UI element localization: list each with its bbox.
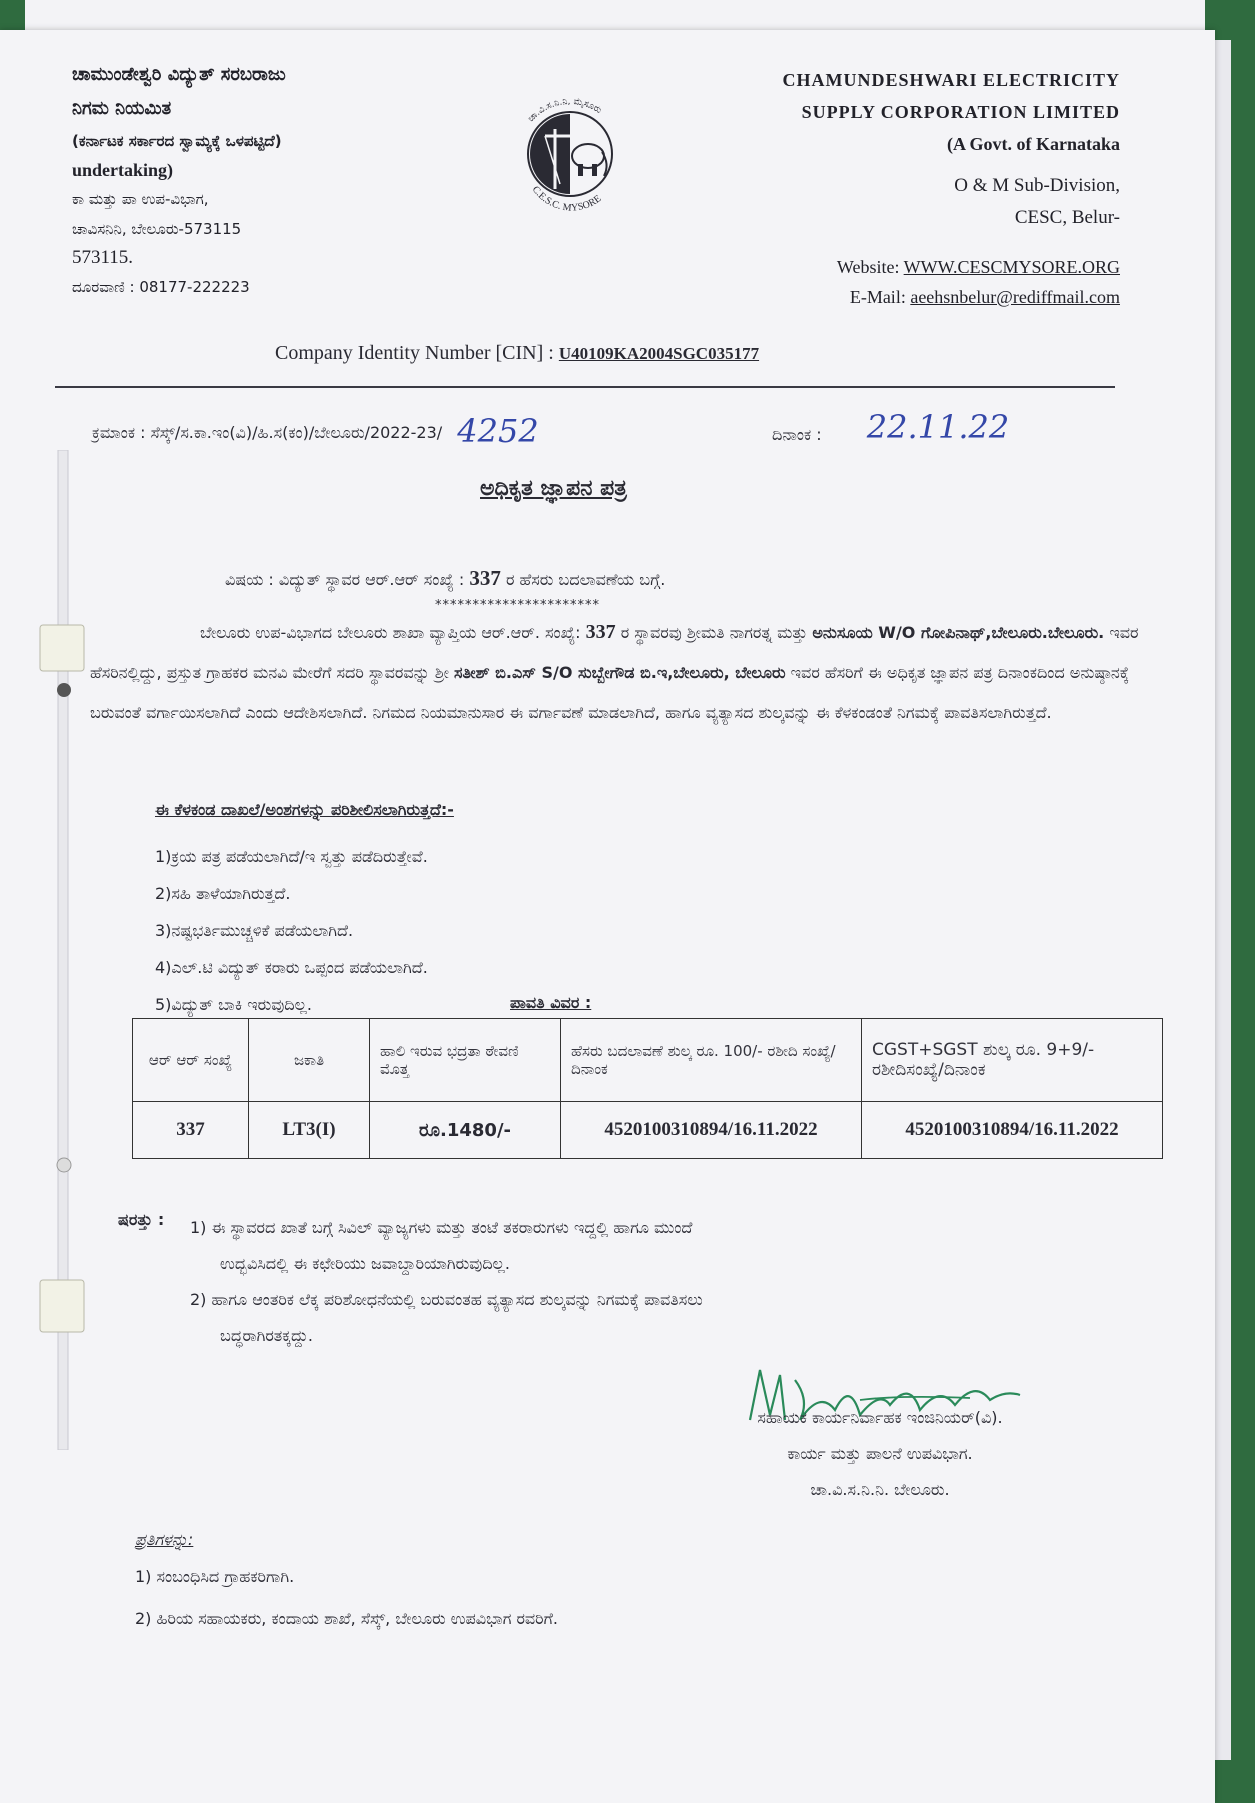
document-title: ಅಧಿಕೃತ ಜ್ಞಾಪನ ಪತ್ರ [480,476,627,501]
subject-rr-number: 337 [469,566,501,590]
website-link[interactable]: WWW.CESCMYSORE.ORG [903,257,1120,277]
copies-heading: ಪ್ರತಿಗಳನ್ನು: [135,1530,194,1549]
address-kannada: ಚಾವಿಸನಿನಿ, ಬೇಲೂರು-573115 [72,220,242,238]
document-item: 3)ನಷ್ಟಭರ್ತಿಮುಚ್ಚಳಿಕೆ ಪಡೆಯಲಾಗಿದೆ. [155,921,354,940]
copy-item: 1) ಸಂಬಂಧಿಸಿದ ಗ್ರಾಹಕರಿಗಾಗಿ. [135,1567,295,1586]
old-owner-name: ಅನುಸೂಯ W/O ಗೋಪಿನಾಥ್,ಬೇಲೂರು.ಬೇಲೂರು. [812,623,1105,642]
logo-top-text: ಚಾ.ವಿ.ಸ.ನಿ.ನಿ, ಮೈಸೂರು [526,96,604,125]
copies-list [135,1556,558,1640]
org-name-kannada-2: ನಿಗಮ ನಿಯಮಿತ [72,98,172,119]
cell-tariff: LT3(I) [249,1102,370,1159]
date-line [772,408,1010,448]
header-gst-fee: CGST+SGST ಶುಲ್ಕ ರೂ. 9+9/- ರಶೀದಿಸಂಖ್ಯೆ/ದಿನಾಂಕ [862,1019,1163,1102]
condition-1a: 1) ಈ ಸ್ಥಾವರದ ಖಾತೆ ಬಗ್ಗೆ ಸಿವಿಲ್ ವ್ಯಾಜ್ಯಗಳು ಮತ್ತು ತಂಟೆ ತಕರಾರುಗಳು ಇದ್ದಲ್ಲಿ ಹಾಗೂ ಮುಂದೆ [190,1218,693,1237]
documents-heading: ಈ ಕೆಳಕಂಡ ದಾಖಲೆ/ಅಂಶಗಳನ್ನು ಪರಿಶೀಲಿಸಲಾಗಿರುತ್ತದೆ:- [155,800,454,819]
condition-2a: 2) ಹಾಗೂ ಆಂತರಿಕ ಲೆಕ್ಕ ಪರಿಶೋಧನೆಯಲ್ಲಿ ಬರುವಂತಹ ವ್ಯತ್ಯಾಸದ ಶುಲ್ಕವನ್ನು ನಿಗಮಕ್ಕೆ ಪಾವತಿಸಲು [190,1290,703,1309]
handwritten-date: 22.11.22 [866,408,1010,446]
cell-rr-no: 337 [133,1102,249,1159]
header-tariff: ಜಕಾತಿ [249,1019,370,1102]
documents-list [155,838,428,1023]
document-item: 2)ಸಹಿ ತಾಳೆಯಾಗಿರುತ್ತದೆ. [155,884,291,903]
govt-undertaking-kannada: (ಕರ್ನಾಟಕ ಸರ್ಕಾರದ ಸ್ವಾಮ್ಯಕ್ಕೆ ಒಳಪಟ್ಟಿದೆ) [72,132,282,150]
elephant-pylon-emblem-icon [500,84,640,224]
govt-of-karnataka: (A Govt. of Karnataka [947,134,1120,154]
body-text-1: ಬೇಲೂರು ಉಪ-ವಿಭಾಗದ ಬೇಲೂರು ಶಾಖಾ ವ್ಯಾಪ್ತಿಯ ಆರ್.ಆರ್. ಸಂಖ್ಯೆ: [200,623,586,642]
conditions-list [190,1210,1010,1354]
copy-item: 2) ಹಿರಿಯ ಸಹಾಯಕರು, ಕಂದಾಯ ಶಾಖೆ, ಸೆಸ್ಕ್, ಬೇಲೂರು ಉಪವಿಭಾಗ ರವರಿಗೆ. [135,1609,559,1628]
file-binder-clip [38,450,86,1450]
website-line [700,252,1120,282]
cell-name-change-receipt: 4520100310894/16.11.2022 [561,1102,862,1159]
company-name-line1: CHAMUNDESHWARI ELECTRICITY [782,70,1120,90]
body-paragraph [90,612,1140,733]
condition-2b: ಬದ್ಧರಾಗಿರತಕ್ಕದ್ದು. [220,1326,313,1345]
document-item: 4)ಎಲ್.ಟಿ ವಿದ್ಯುತ್ ಕರಾರು ಒಪ್ಪಂದ ಪಡೆಯಲಾಗಿದೆ. [155,958,428,977]
document-item: 1)ಕ್ರಯ ಪತ್ರ ಪಡೆಯಲಾಗಿದೆ/ಇ ಸ್ವತ್ತು ಪಡೆದಿರುತ್ತೇವೆ. [155,847,428,866]
cin-line [275,342,759,365]
subdivision: O & M Sub-Division, [954,175,1120,196]
logo-bottom-text: C.E.S.C. MYSORE [529,184,604,214]
condition-1b: ಉದ್ಭವಿಸಿದಲ್ಲಿ ಈ ಕಛೇರಿಯು ಜವಾಬ್ದಾರಿಯಾಗಿರುವುದಿಲ್ಲ. [220,1254,510,1273]
pincode: 573115. [72,247,134,268]
date-label: ದಿನಾಂಕ : [772,425,822,444]
undertaking-text: undertaking) [72,160,174,180]
company-name-line2: SUPPLY CORPORATION LIMITED [801,102,1120,122]
handwritten-reference-no: 4252 [457,412,539,450]
phone-number: ದೂರವಾಣಿ : 08177-222223 [72,278,250,296]
payment-heading: ಪಾವತಿ ವಿವರ : [510,993,592,1012]
cin-number: U40109KA2004SGC035177 [558,344,760,363]
signatory-block [700,1400,1060,1508]
signatory-title: ಸಹಾಯಕ ಕಾರ್ಯನಿರ್ವಾಹಕ ಇಂಜಿನಿಯರ್(ವಿ). [757,1408,1003,1427]
cell-deposit: ರೂ.1480/- [370,1102,561,1159]
reference-label: ಕ್ರಮಾಂಕ : ಸೆಸ್ಕ್/ಸ.ಕಾ.ಇಂ(ವಿ)/ಹಿ.ಸ(ಕಂ)/ಬೇಲೂರು/2022-23/ [92,423,443,442]
place: CESC, Belur- [1014,207,1120,228]
header-name-change-fee: ಹೆಸರು ಬದಲಾವಣೆ ಶುಲ್ಕ ರೂ. 100/- ರಶೀದಿ ಸಂಖ್ಯೆ/ದಿನಾಂಕ [561,1019,862,1102]
header-divider [55,386,1115,388]
subdivision-kannada: ಕಾ ಮತ್ತು ಪಾ ಉಪ-ವಿಭಾಗ, [72,190,209,208]
payment-table [132,1018,1163,1159]
signatory-office: ಕಾರ್ಯ ಮತ್ತು ಪಾಲನೆ ಉಪವಿಭಾಗ. [787,1444,973,1463]
subject-prefix: ವಿಷಯ : ವಿದ್ಯುತ್ ಸ್ಥಾವರ ಆರ್.ಆರ್ ಸಂಖ್ಯೆ : [225,570,470,589]
conditions-label: ಷರತ್ತು : [118,1210,165,1229]
website-label: Website: [836,257,904,277]
new-owner-name: ಸತೀಶ್ ಬಿ.ಎಸ್ S/O ಸುಬ್ಬೇಗೌಡ ಬಿ.ಇ,ಬೇಲೂರು, ಬೇಲೂರು [454,663,786,682]
email-label: E-Mail: [849,287,911,307]
header-right [700,64,1120,312]
header-deposit: ಹಾಲಿ ಇರುವ ಭದ್ರತಾ ಠೇವಣಿ ಮೊತ್ತ [370,1019,561,1102]
document-item: 5)ವಿದ್ಯುತ್ ಬಾಕಿ ಇರುವುದಿಲ್ಲ. [155,995,312,1014]
cin-label: Company Identity Number [CIN] : [275,342,559,364]
subject-line [225,566,665,591]
org-name-kannada: ಚಾಮುಂಡೇಶ್ವರಿ ವಿದ್ಯುತ್ ಸರಬರಾಜು [72,64,286,85]
letter-page [0,30,1215,1803]
cell-gst-receipt: 4520100310894/16.11.2022 [862,1102,1163,1159]
reference-line [92,408,539,450]
table-row [133,1102,1163,1159]
email-line [700,282,1120,312]
body-text-4: ಇವರ ಹೆಸರಿಗೆ ಈ ಅಧಿಕೃತ ಜ್ಞಾಪನ ಪತ್ರ ದಿನಾಂಕದಿಂದ ಅನುಷ್ಠಾನಕ್ಕೆ ಬರುವಂತೆ ವರ್ಗಾಯಿಸಲಾಗಿದೆ ಎಂದು ಆದೇಶಿಸಲಾಗಿದೆ. ನಿಗಮದ ನಿಯಮಾನುಸಾರ ಈ ವರ್ಗಾವಣೆ ಮಾಡಲಾಗಿದೆ, ಹಾಗೂ ವ್ಯತ್ಯಾಸದ ಶುಲ್ಕವನ್ನು ಈ ಕೆಳಕಂಡಂತೆ ನಿಗಮಕ್ಕೆ ಪಾವತಿಸಲಾಗಿರುತ್ತದೆ. [90,663,1130,722]
header-left [72,58,432,302]
signatory-org: ಚಾ.ವಿ.ಸ.ನಿ.ನಿ. ಬೇಲೂರು. [810,1480,950,1499]
table-header-row [133,1019,1163,1102]
body-text-2: ರ ಸ್ಥಾವರವು ಶ್ರೀಮತಿ ನಾಗರತ್ನ ಮತ್ತು [615,623,813,642]
body-text-3: ಇವರ ಹೆಸರಿನಲ್ಲಿದ್ದು, ಪ್ರಸ್ತುತ ಗ್ರಾಹಕರ ಮನವಿ ಮೇರೆಗೆ ಸದರಿ ಸ್ಥಾವರವನ್ನು ಶ್ರೀ [90,623,1139,682]
header-rr-no: ಆರ್ ಆರ್ ಸಂಖ್ಯೆ [133,1019,249,1102]
separator-stars: ********************** [435,598,600,613]
body-rr-number: 337 [585,621,616,643]
cesc-logo [500,84,640,224]
subject-suffix: ರ ಹೆಸರು ಬದಲಾವಣೆಯ ಬಗ್ಗೆ. [500,570,666,589]
email-link[interactable]: aeehsnbelur@rediffmail.com [910,287,1120,307]
